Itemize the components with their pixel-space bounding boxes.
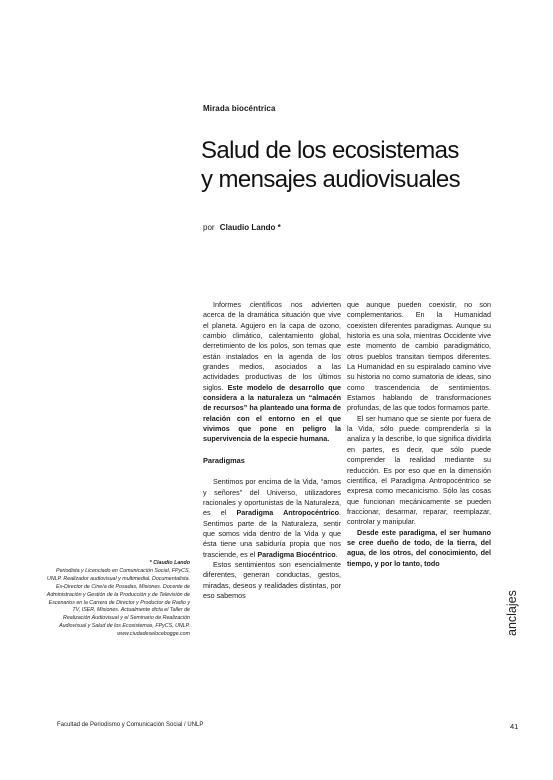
intro-paragraph — [203, 300, 341, 445]
paradigm-text-e: . — [335, 549, 338, 559]
paradigm-text-a: Sentimos por encima de la Vida, “amos y señores” del Universo, utilizadores racionales y oportunistas de la Naturaleza, es el — [203, 477, 341, 518]
paradigm-term-2: Paradigma Biocéntrico — [257, 549, 336, 559]
section-label: Mirada biocéntrica — [203, 104, 276, 113]
paradigm-paragraph — [203, 477, 341, 560]
human-paragraph: El ser humano que se siente por fuera de la Vida, sólo puede comprenderla si la analiza y la describe, lo que significa dividirla en partes, es decir, que sólo puede comprender la realidad mediante su reducción. Es por eso que en la dimensión científica, el Paradigma Antropocéntrico se expresa como mecanicismo. Sólo las cosas que funcionan mecánicamente se pueden fraccionar, desarmar, reparar, reemplazar, controlar y manipular. — [347, 413, 491, 527]
byline-author: Claudio Lando * — [219, 223, 281, 232]
footnote-bio: Periodista y Licenciado en Comunicación Social, FPyCS, UNLP. Realizador audiovisual y multimedial. Documentalista. Ex-Director de Cine/a de Posadas, Misiones. Docente de Administración y Gestión de la Producción y de Televisión de Escenarios en la Carrera de Director y Productor de Radio y TV, ISER, Misiones. Actualmente dicta el Taller de Realización Audiovisual y el Seminario de Realización Audiovisual y Salud de los Ecosistemas, FPyCS, UNLP. www.ciudadeselocebogge.com — [46, 567, 190, 638]
paradigm-term-1: Paradigma Antropocéntrico — [236, 508, 339, 518]
footnote-author: * Claudio Lando — [149, 560, 190, 566]
title-line-1: Salud de los ecosistemas — [201, 137, 459, 164]
owner-paragraph: Desde este paradigma, el ser humano se cree dueño de todo, de la tierra, del agua, de los otros, del conocimiento, del tiempo, y por lo tanto, todo — [347, 527, 491, 568]
intro-text: Informes científicos nos advierten acerca de la dramática situación que vive el planeta. Agujero en la capa de ozono, cambio climático, calentamiento global, derretimiento de los polos, son temas que están instalados en la agenda de los grandes medios, asociados a las actividades productivas de los últimos siglos. — [203, 300, 341, 392]
page-number: 41 — [510, 722, 519, 731]
article-title — [201, 136, 501, 194]
intro-bold-text: Este modelo de desarrollo que considera a la naturaleza un “almacén de recursos” ha planteado una forma de relación con el entorno en el que vivimos que pone en peligro la supervivencia de la especie humana. — [203, 382, 341, 444]
byline — [203, 223, 281, 232]
byline-prefix: por — [203, 223, 215, 232]
feelings-paragraph: Estos sentimientos son esencialmente diferentes, generan conductas, gestos, miradas, deseos y realidades distintas, por eso sabemos — [203, 559, 341, 600]
section-heading: Paradigmas — [203, 455, 245, 465]
author-footnote — [44, 560, 190, 639]
paradigm-text-c: . Sentimos parte de la Naturaleza, sentir que somos vida dentro de la Vida y que ésta tiene una sabiduría propia que nos trasciende, es el — [203, 508, 341, 559]
text-column-1 — [203, 300, 341, 601]
footer-institution: Facultad de Periodismo y Comunicación Social / UNLP — [57, 722, 204, 728]
text-column-2 — [347, 300, 491, 569]
coexist-paragraph: que aunque pueden coexistir, no son complementarios. En la Humanidad coexisten diferentes paradigmas. Aunque su historia es una sola, mientras Occidente vive este momento de cambio paradigmático, otros pueblos transitan tiempos diferentes. La Humanidad en su espiralado camino vive su historia no como sumatoria de ideas, sino como trascendencia de sentimientos. Estamos hablando de transformaciones profundas, de las que todos formamos parte. — [347, 300, 491, 413]
journal-vertical-label: anclajes — [505, 590, 519, 636]
title-line-2: y mensajes audiovisuales — [201, 166, 461, 193]
